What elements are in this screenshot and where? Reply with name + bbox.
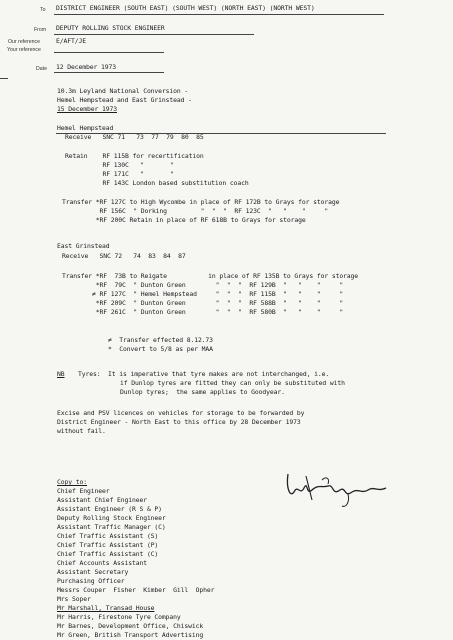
licences-line-1: Excise and PSV licences on vehicles for storage to be forwarded by [57, 409, 305, 417]
your-reference-label: Your reference [7, 47, 41, 53]
copy-item: Chief Traffic Assistant (P) [57, 541, 159, 549]
copy-item: Chief Accounts Assistant [57, 559, 147, 567]
hemel-retain-3: RF 171C " " [65, 170, 174, 178]
copy-item: Mr Marshall, Transad House [57, 604, 155, 612]
date-label: Date [36, 66, 47, 72]
east-transfer-4: *RF 209C " Dunton Green " " " RF 588B " " " " [62, 299, 344, 307]
east-transfer-2: *RF 79C " Dunton Green " " " RF 129B " " " " [62, 281, 344, 289]
note-transfer-effected: ≠ Transfer effected 8.12.73 [108, 336, 213, 344]
to-value: DISTRICT ENGINEER (SOUTH EAST) (SOUTH WEST) (NORTH EAST) (NORTH WEST) [56, 4, 315, 12]
east-heading: East Grinstead [57, 242, 110, 250]
east-transfer-1: Transfer *RF 73B to Reigate in place of RF 135B to Grays for storage [62, 272, 359, 280]
to-label: To [40, 7, 46, 13]
margin-tick [0, 78, 8, 79]
hemel-retain-1: Retain RF 115B for recertification [65, 152, 204, 160]
copy-item: Purchasing Officer [57, 577, 125, 585]
subject-line-3: 15 December 1973 [57, 105, 117, 113]
hemel-retain-2: RF 130C " " [65, 161, 174, 169]
copy-item: Mrs Soper [57, 595, 91, 603]
hemel-transfer-2: RF 156C " Dorking " " " RF 123C " " " " [62, 207, 329, 215]
tyres-line-1: Tyres: It is imperative that tyre makes are not interchanged, i.e. [78, 370, 330, 378]
hemel-transfer-3: *RF 200C Retain in place of RF 618B to Grays for storage [62, 216, 306, 224]
note-convert: * Convert to 5/8 as per MAA [108, 345, 213, 353]
from-value: DEPUTY ROLLING STOCK ENGINEER [56, 24, 165, 32]
copy-item: Chief Traffic Assistant (S) [57, 532, 159, 540]
copy-item: Assistant Chief Engineer [57, 496, 147, 504]
our-reference-label: Our reference [8, 39, 41, 45]
to-rule [54, 14, 384, 15]
copy-item: Deputy Rolling Stock Engineer [57, 514, 166, 522]
tyres-line-3: Dunlop tyres; the same applies to Goodyear. [120, 388, 285, 396]
licences-line-2: District Engineer - North East to this office by 28 December 1973 [57, 418, 301, 426]
copy-item: Assistant Traffic Manager (C) [57, 523, 166, 531]
east-receive: Receive SNC 72 74 83 84 87 [62, 252, 186, 260]
tyres-nb-label: NB [57, 370, 65, 378]
copy-item: Assistant Secretary [57, 568, 129, 576]
east-transfer-5: *RF 261C " Dunton Green " " " RF 580B " " " " [62, 308, 344, 316]
copy-item: Chief Traffic Assistant (C) [57, 550, 159, 558]
hemel-retain-4: RF 143C London based substitution coach [65, 179, 249, 187]
hemel-receive: Receive SNC 71 73 77 79 80 85 [65, 133, 204, 141]
our-reference-value: E/AFT/JE [56, 37, 86, 45]
subject-line-2: Hemel Hempstead and East Grinstead - [57, 96, 192, 104]
east-transfer-3: ≠ RF 127C " Hemel Hempstead " " " RF 115B " " " " [62, 290, 344, 298]
your-reference-rule [54, 52, 164, 53]
copy-item: Mr Harris, Firestone Tyre Company [57, 613, 181, 621]
tyres-line-2: if Dunlop tyres are fitted they can only be substituted with [120, 379, 345, 387]
copy-item: Assistant Engineer (R S & P) [57, 505, 162, 513]
date-rule [54, 72, 164, 73]
date-value: 12 December 1973 [56, 63, 116, 71]
hemel-heading: Hemel Hempstead [57, 124, 114, 132]
licences-line-3: without fail. [57, 427, 106, 435]
copy-item: Mr Green, British Transport Advertising [57, 631, 204, 639]
hemel-transfer-1: Transfer *RF 127C to High Wycombe in place of RF 172B to Grays for storage [62, 198, 340, 206]
from-rule [54, 34, 254, 35]
signature [282, 466, 392, 514]
subject-line-1: 10.3m Leyland National Conversion - [57, 87, 189, 95]
copy-item: Chief Engineer [57, 487, 110, 495]
from-label: From [34, 27, 47, 33]
copy-item: Mr Barnes, Development Office, Chiswick [57, 622, 204, 630]
copy-item: Messrs Couper Fisher Kimber Gill Opher [57, 586, 215, 594]
copy-heading: Copy to: [57, 478, 87, 486]
